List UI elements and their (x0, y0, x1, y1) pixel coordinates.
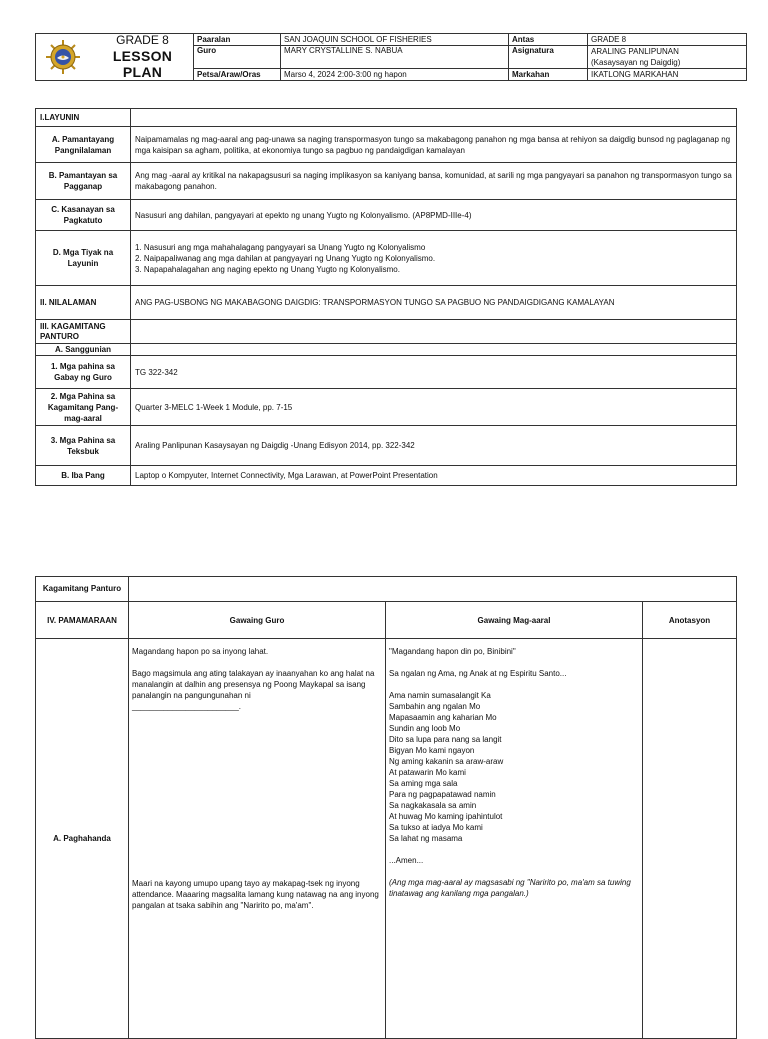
quarter-label: Markahan (509, 69, 588, 81)
pamantayan-pagganap-text: Ang mag -aaral ay kritikal na nakapagsusuri sa naging implikasyon sa kaniyang bansa, komunidad, at sarili ng mga pangyayari sa panahon ng transpormasyon tungo sa makabagong panahon. (131, 163, 737, 200)
grade-label: Antas (509, 34, 588, 46)
kasanayan-text: Nasusuri ang dahilan, pangyayari at epekto ng unang Yugto ng Kolonyalismo. (AP8PMD-IIIe-4) (131, 200, 737, 231)
anotasyon-header: Anotasyon (643, 602, 737, 639)
paghahanda-label: A. Paghahanda (36, 639, 129, 1039)
gabay-ng-guro-text: TG 322-342 (131, 356, 737, 389)
teacher-label: Guro (194, 46, 281, 69)
subject-value: ARALING PANLIPUNAN (Kasaysayan ng Daigdig) (588, 46, 747, 69)
pamantayan-pagganap-label: B. Pamantayan sa Pagganap (36, 163, 131, 200)
mag-aaral-greeting: "Magandang hapon din po, Binibini" (389, 647, 516, 656)
school-label: Paaralan (194, 34, 281, 46)
teacher-value: MARY CRYSTALLINE S. NABUA (281, 46, 509, 69)
mag-aaral-sign-of-cross: Sa ngalan ng Ama, ng Anak at ng Espiritu Santo... (389, 669, 567, 678)
pamantayang-pangnilalaman-label: A. Pamantayang Pangnilalaman (36, 127, 131, 163)
mag-aaral-amen: ...Amen... (389, 856, 424, 865)
procedure-table (35, 576, 737, 1039)
tiyak-na-layunin-text: 1. Nasusuri ang mga mahahalagang pangyayari sa Unang Yugto ng Kolonyalismo 2. Naipapaliwanag ang mga dahilan at pangyayari ng Unang Yugto ng Kolonyalismo. 3. Napapahalagahan ang naging epekto ng Unang Yugto ng Kolonyalismo. (131, 231, 737, 286)
anotasyon-cell (643, 639, 737, 1039)
date-label: Petsa/Araw/Oras (194, 69, 281, 81)
gawaing-guro-header: Gawaing Guro (129, 602, 386, 639)
mag-aaral-attendance-response: (Ang mga mag-aaral ay magsasabi ng "Naririto po, ma'am sa tuwing tinatawag ang kanilang mga pangalan.) (389, 878, 631, 898)
objectives-table (35, 108, 737, 486)
gabay-ng-guro-label: 1. Mga pahina sa Gabay ng Guro (36, 356, 131, 389)
guro-greeting: Magandang hapon po sa inyong lahat. (132, 647, 269, 656)
quarter-value: IKATLONG MARKAHAN (588, 69, 747, 81)
gawaing-mag-aaral-cell (386, 639, 643, 1039)
kagamitang-panturo-label-2: Kagamitang Panturo (36, 577, 129, 602)
lesson-plan-header (35, 33, 747, 81)
grade-value: GRADE 8 (588, 34, 747, 46)
mag-aaral-prayer: Ama namin sumasalangit Ka Sambahin ang ngalan Mo Mapasaamin ang kaharian Mo Sundin ang loob Mo Dito sa lupa para nang sa langit Bigyan Mo kami ngayon Ng aming kakanin sa araw-araw At patawarin Mo kami Sa aming mga sala Para ng pagpapatawad namin Sa nagkakasala sa amin At huwag Mo kaming ipahintulot Sa tukso at iadya Mo kami Sa lahat ng masama (389, 691, 504, 843)
pang-mag-aaral-label: 2. Mga Pahina sa Kagamitang Pang-mag-aaral (36, 389, 131, 426)
nilalaman-label: II. NILALAMAN (36, 286, 131, 320)
date-value: Marso 4, 2024 2:00-3:00 ng hapon (281, 69, 509, 81)
sanggunian-label: A. Sanggunian (36, 344, 131, 356)
subject-label: Asignatura (509, 46, 588, 69)
kasanayan-label: C. Kasanayan sa Pagkatuto (36, 200, 131, 231)
pang-mag-aaral-text: Quarter 3-MELC 1-Week 1 Module, pp. 7-15 (131, 389, 737, 426)
iba-pang-label: B. Iba Pang (36, 466, 131, 486)
teksbuk-text: Araling Panlipunan Kasaysayan ng Daigdig -Unang Edisyon 2014, pp. 322-342 (131, 426, 737, 466)
header-brand (36, 34, 194, 81)
gawaing-guro-cell (129, 639, 386, 1039)
grade-title: GRADE 8 (116, 33, 169, 48)
layunin-heading: I.LAYUNIN (36, 109, 131, 127)
pamamaraan-label: IV. PAMAMARAAN (36, 602, 129, 639)
guro-prayer-invite: Bago magsimula ang ating talakayan ay inaanyahan ko ang halat na manalangin at dalhin ang presensya ng Poong Maykapal sa isang panalangin na pangungunahan ni ________________________. (132, 669, 375, 711)
school-seal-logo (44, 38, 82, 76)
pamantayang-pangnilalaman-text: Naipamamalas ng mag-aaral ang pag-unawa sa naging transpormasyon tungo sa makabagong panahon ng mga bansa at rehiyon sa daigdig bunsod ng paglaganap ng mga kaisipan sa agham, politika, at ekonomiya tungo sa pagbuo ng pandaigdigan kamalayan (131, 127, 737, 163)
teksbuk-label: 3. Mga Pahina sa Teksbuk (36, 426, 131, 466)
kagamitang-panturo-label: III. KAGAMITANG PANTURO (36, 320, 131, 344)
tiyak-na-layunin-label: D. Mga Tiyak na Layunin (36, 231, 131, 286)
school-value: SAN JOAQUIN SCHOOL OF FISHERIES (281, 34, 509, 46)
nilalaman-text: ANG PAG-USBONG NG MAKABAGONG DAIGDIG: TRANSPORMASYON TUNGO SA PAGBUO NG PANDAIGDIGANG KAMALAYAN (131, 286, 737, 320)
iba-pang-text: Laptop o Kompyuter, Internet Connectivity, Mga Larawan, at PowerPoint Presentation (131, 466, 737, 486)
gawaing-mag-aaral-header: Gawaing Mag-aaral (386, 602, 643, 639)
lesson-plan-title: LESSON PLAN (112, 47, 173, 80)
guro-attendance: Maari na kayong umupo upang tayo ay makapag-tsek ng inyong attendance. Maaaring magsalita lamang kung natawag na ang inyong pangalan at tsaka sabihin ang "Naririto po, ma'am". (132, 879, 379, 910)
